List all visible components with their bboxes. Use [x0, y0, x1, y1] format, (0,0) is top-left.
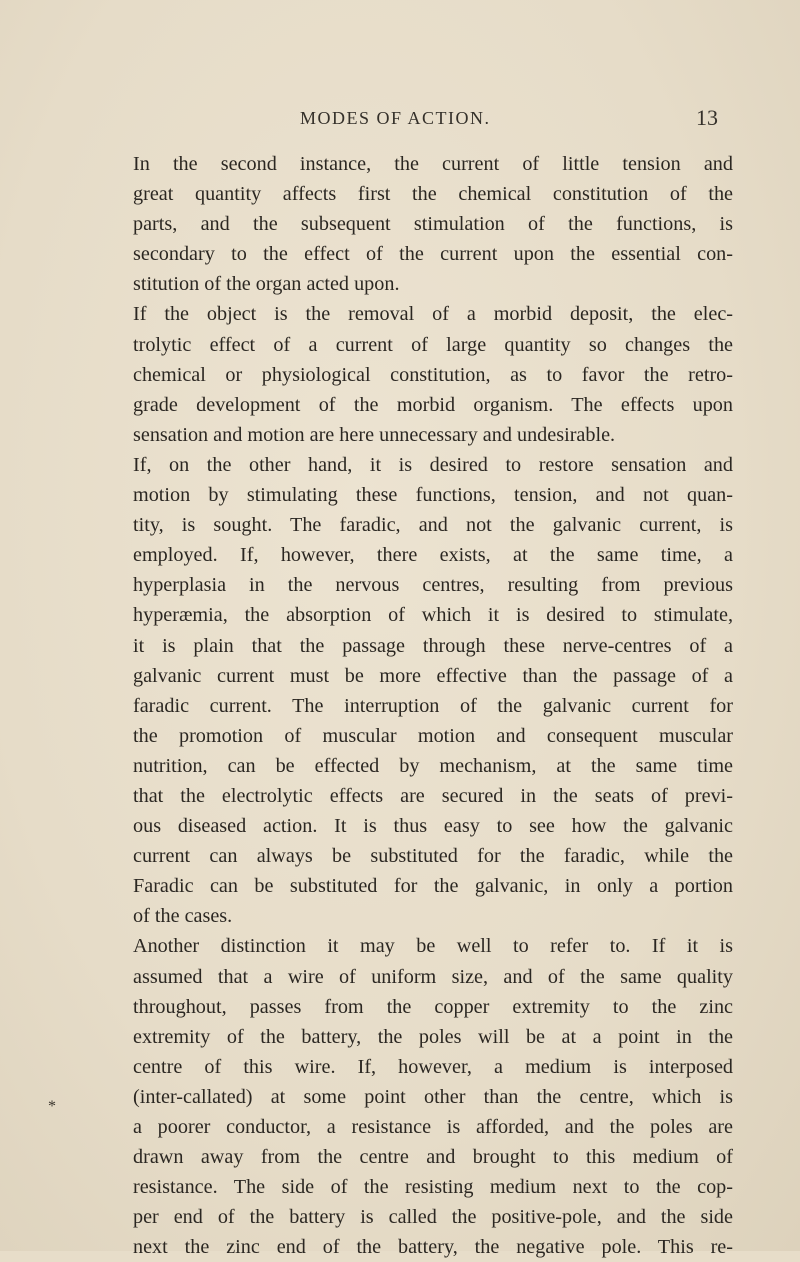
text-line: Another distinction it may be well to refer to. If it is: [133, 935, 733, 958]
text-line: stitution of the organ acted upon.: [133, 273, 400, 296]
text-line: trolytic effect of a current of large quantity so changes the: [133, 333, 733, 356]
text-line: it is plain that the passage through these nerve-centres of a: [133, 634, 733, 657]
text-line: tity, is sought. The faradic, and not the galvanic current, is: [133, 514, 733, 537]
text-line: hyperæmia, the absorption of which it is desired to stimulate,: [133, 604, 733, 627]
text-line: galvanic current must be more effective than the passage of a: [133, 664, 733, 687]
text-line: per end of the battery is called the positive-pole, and the side: [133, 1206, 733, 1229]
text-line: great quantity affects first the chemical constitution of the: [133, 183, 733, 206]
text-line: Faradic can be substituted for the galvanic, in only a portion: [133, 875, 733, 898]
text-line: employed. If, however, there exists, at the same time, a: [133, 544, 733, 567]
page-number: 13: [696, 105, 718, 130]
text-line: current can always be substituted for the faradic, while the: [133, 845, 733, 868]
text-line: nutrition, can be effected by mechanism, at the same time: [133, 754, 733, 777]
body-text: [133, 149, 733, 1262]
text-line: extremity of the battery, the poles will be at a point in the: [133, 1025, 733, 1048]
text-line: hyperplasia in the nervous centres, resulting from previous: [133, 574, 733, 597]
text-line: ous diseased action. It is thus easy to see how the galvanic: [133, 815, 733, 838]
text-line: centre of this wire. If, however, a medium is interposed: [133, 1055, 733, 1078]
text-line: grade development of the morbid organism. The effects upon: [133, 393, 733, 416]
text-line: motion by stimulating these functions, tension, and not quan-: [133, 484, 733, 507]
text-line: resistance. The side of the resisting medium next to the cop-: [133, 1176, 733, 1199]
text-line: chemical or physiological constitution, as to favor the retro-: [133, 363, 733, 386]
text-line: In the second instance, the current of little tension and: [133, 153, 733, 175]
text-line: that the electrolytic effects are secured in the seats of previ-: [133, 784, 733, 807]
text-line: of the cases.: [133, 905, 233, 928]
text-line: sensation and motion are here unnecessary and undesirable.: [133, 423, 616, 446]
text-line: a poorer conductor, a resistance is afforded, and the poles are: [133, 1116, 733, 1138]
margin-mark: *: [48, 1098, 56, 1115]
text-line: next the zinc end of the battery, the negative pole. This re-: [133, 1236, 733, 1259]
text-line: parts, and the subsequent stimulation of the functions, is: [133, 213, 733, 236]
text-line: secondary to the effect of the current upon the essential con-: [133, 243, 733, 266]
text-line: If the object is the removal of a morbid deposit, the elec-: [133, 303, 733, 326]
text-line: If, on the other hand, it is desired to restore sensation and: [133, 453, 733, 476]
text-line: faradic current. The interruption of the galvanic current for: [133, 694, 733, 717]
text-line: drawn away from the centre and brought to this medium of: [133, 1146, 733, 1169]
text-line: the promotion of muscular motion and consequent muscular: [133, 724, 733, 747]
text-line: throughout, passes from the copper extremity to the zinc: [133, 995, 733, 1018]
text-line: assumed that a wire of uniform size, and of the same quality: [133, 965, 733, 988]
text-line: (inter-callated) at some point other than the centre, which is: [133, 1085, 733, 1108]
running-title: MODES OF ACTION.: [300, 108, 491, 128]
